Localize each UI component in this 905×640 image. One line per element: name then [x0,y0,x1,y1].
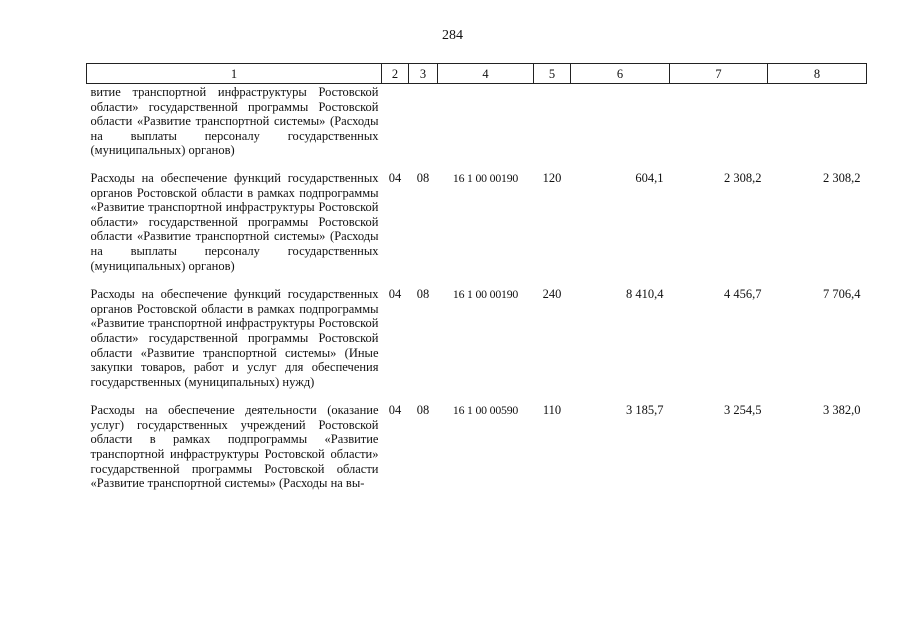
column-header-6: 6 [571,64,670,84]
row-section: 04 [388,170,402,185]
row-section [382,84,409,171]
row-section: 04 [388,287,402,302]
column-header-3: 3 [409,64,438,84]
row-value-col8 [768,84,867,171]
row-value-col8: 3 382,0 [823,403,861,418]
row-expense-type: 110 [542,403,562,418]
row-expense-type: 120 [542,170,562,185]
column-header-1: 1 [87,64,382,84]
table-row [87,84,867,171]
table-row [87,287,867,403]
row-value-col7 [670,84,768,171]
row-description: Расходы на обеспечение функций государственных органов Ростовской области в рамках подпрограммы «Развитие транспортной инфраструктуры Ростовской области» государственной программы Ростовской области «Развитие транспортной системы» (Иные закупки товаров, работ и услуг для обеспечения государственных (муниципальных) нужд) [90,287,379,389]
table-header-row [87,64,867,84]
column-header-2: 2 [382,64,409,84]
row-value-col7: 3 254,5 [724,403,762,418]
row-expense-type: 240 [542,287,562,302]
row-section: 04 [388,403,402,418]
table-row [87,403,867,491]
row-value-col6: 604,1 [635,170,664,185]
row-target-code [438,84,534,171]
row-value-col7: 2 308,2 [724,170,762,185]
row-expense-type [534,84,571,171]
row-target-code: 16 1 00 00190 [452,170,519,185]
row-target-code: 16 1 00 00190 [452,287,519,302]
row-value-col8: 2 308,2 [823,170,861,185]
row-value-col8: 7 706,4 [823,287,861,302]
budget-table [86,63,867,491]
row-value-col6 [571,84,670,171]
row-description: витие транспортной инфраструктуры Ростовской области» государственной программы Ростовской области «Развитие транспортной системы» (Расходы на выплаты персоналу государственных (муниципальных) органов) [90,85,379,158]
row-subsection [409,84,438,171]
column-header-8: 8 [768,64,867,84]
row-subsection: 08 [416,287,430,302]
row-description: Расходы на обеспечение функций государственных органов Ростовской области в рамках подпрограммы «Развитие транспортной инфраструктуры Ростовской области» государственной программы Ростовской области «Развитие транспортной системы» (Расходы на выплаты персоналу государственных (муниципальных) органов) [90,170,379,273]
row-subsection: 08 [416,403,430,418]
row-value-col6: 3 185,7 [626,403,664,418]
row-value-col7: 4 456,7 [724,287,762,302]
page-number: 284 [442,28,463,43]
column-header-5: 5 [534,64,571,84]
column-header-4: 4 [438,64,534,84]
table-row [87,171,867,287]
row-value-col6: 8 410,4 [626,287,664,302]
row-subsection: 08 [416,170,430,185]
row-target-code: 16 1 00 00590 [452,403,519,418]
column-header-7: 7 [670,64,768,84]
row-description: Расходы на обеспечение деятельности (оказание услуг) государственных учреждений Ростовской области в рамках подпрограммы «Развитие транспортной инфраструктуры Ростовской области» государственной программы Ростовской области «Развитие транспортной системы» (Расходы на вы- [90,403,379,491]
